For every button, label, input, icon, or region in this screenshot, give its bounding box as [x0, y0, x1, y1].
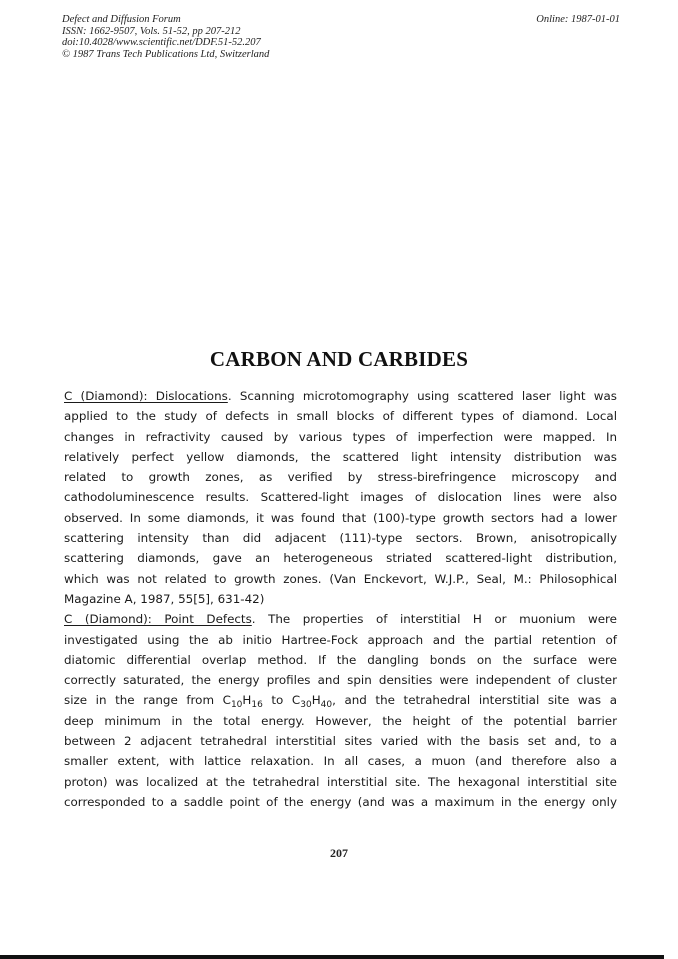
section-heading-dislocations: C (Diamond): Dislocations: [64, 389, 228, 403]
copyright-line: © 1987 Trans Tech Publications Ltd, Switzerland: [62, 48, 270, 60]
text-line: scattering diamonds, gave an heterogeneous striated scattered-light distribution,: [64, 551, 617, 566]
text-line: between 2 adjacent tetrahedral interstitial sites varied with the basis set and, to a: [64, 734, 617, 749]
text-line: deep minimum in the total energy. However, the height of the potential barrier: [64, 713, 617, 728]
article-body: [64, 386, 617, 812]
text-line: observed. In some diamonds, it was found that (100)-type growth sectors had a lower: [64, 510, 617, 525]
text-line: Magazine A, 1987, 55[5], 631-42): [64, 591, 265, 606]
text-line: C (Diamond): Point Defects. The properties of interstitial H or muonium were: [64, 612, 617, 627]
text-line: applied to the study of defects in small blocks of different types of diamond. Local: [64, 409, 617, 424]
section-heading-point-defects: C (Diamond): Point Defects: [64, 612, 252, 627]
text-line: related to growth zones, as verified by stress-birefringence microscopy and: [64, 470, 617, 485]
text-line: corresponded to a saddle point of the energy (and was a maximum in the energy only: [64, 794, 617, 809]
text-line: proton) was localized at the tetrahedral interstitial site. The hexagonal interstitial site: [64, 774, 617, 789]
journal-header: [62, 14, 269, 60]
text-line: correctly saturated, the energy profiles and spin densities were independent of cluster: [64, 673, 617, 688]
page-number: 207: [330, 846, 348, 860]
footer-rule: [0, 955, 664, 959]
text-line: C (Diamond): Dislocations. Scanning microtomography using scattered laser light was: [64, 389, 617, 403]
journal-name: Defect and Diffusion Forum: [62, 14, 181, 25]
issn-line: ISSN: 1662-9507, Vols. 51-52, pp 207-212: [62, 25, 241, 37]
text-line: which was not related to growth zones. (Van Enckevort, W.J.P., Seal, M.: Philosophical: [64, 571, 617, 586]
text-line: smaller extent, with lattice relaxation. In all cases, a muon (and therefore also a: [64, 754, 617, 769]
page-title: CARBON AND CARBIDES: [209, 347, 469, 371]
online-date: Online: 1987-01-01: [536, 14, 620, 25]
doi-line: doi:10.4028/www.scientific.net/DDF.51-52.207: [62, 37, 261, 48]
text-line: relatively perfect yellow diamonds, the scattered light intensity distribution was: [64, 449, 617, 464]
text-line: changes in refractivity caused by various types of imperfection were mapped. In: [64, 429, 617, 444]
text-line: investigated using the ab initio Hartree-Fock approach and the partial retention of: [64, 632, 617, 647]
text-line: cathodoluminescence results. Scattered-light images of dislocation lines were also: [64, 490, 617, 505]
text-line: diatomic differential overlap method. If the dangling bonds on the surface were: [64, 652, 617, 667]
text-line: scattering intensity than did adjacent (111)-type sectors. Brown, anisotropically: [64, 531, 617, 546]
text-line-formula: size in the range from $C_{10}H_{16}$ to $C_{30}H_{40}$, and the tetrahedral interstitial site was a: [64, 693, 617, 711]
